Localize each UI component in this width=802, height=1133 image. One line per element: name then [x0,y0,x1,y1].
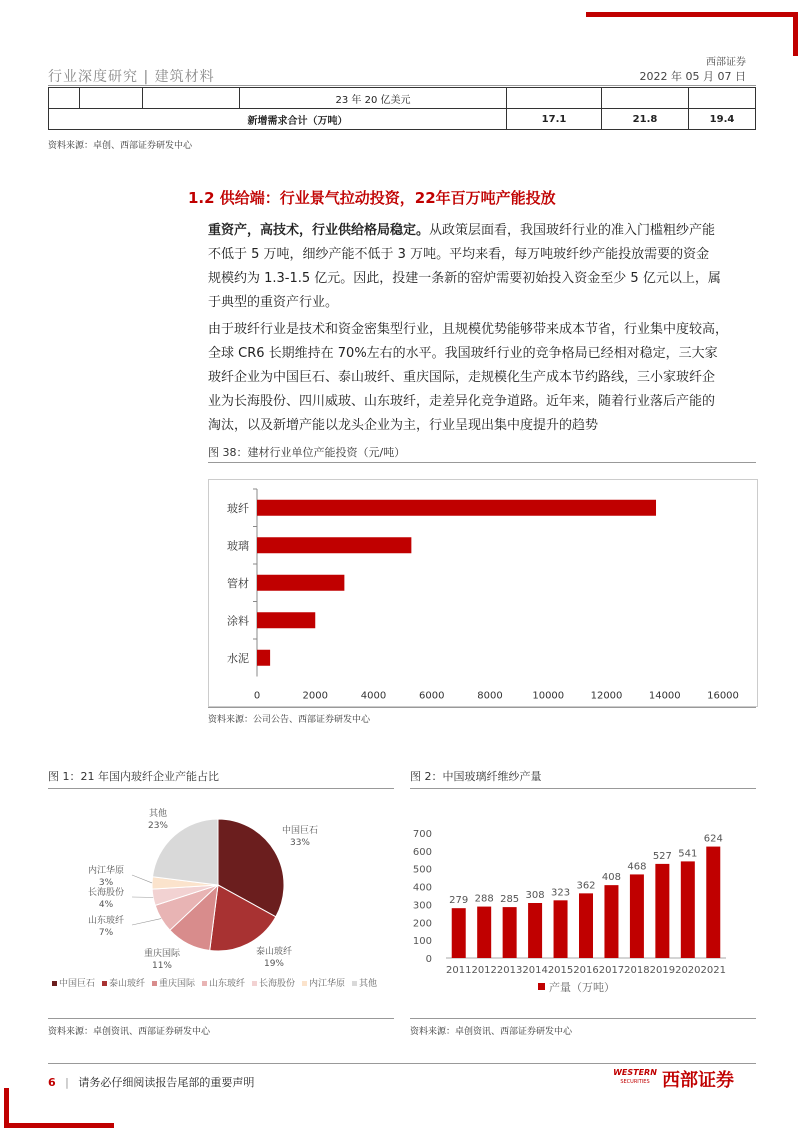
legend-swatch [52,981,57,986]
fig1-divider [48,788,394,789]
x-tick-label: 2014 [522,965,548,976]
legend-label: 中国巨石 [59,979,96,989]
fig2-caption: 图 2：中国玻璃纤维纱产量 [410,770,542,783]
bar-2013 [503,907,517,958]
bar-2015 [554,900,568,958]
slice-value-label: 11% [151,961,173,971]
fig1-source: 资料来源：卓创资讯、西部证券研发中心 [48,1027,211,1037]
legend-swatch [352,981,357,986]
x-tick-label: 16000 [707,690,739,702]
demand-table [48,87,756,130]
bar-管材 [257,575,344,591]
slice-value-label: 33% [289,838,311,848]
x-tick-label: 2017 [598,965,625,976]
footer-disclaimer: 请务必仔细阅读报告尾部的重要声明 [78,1076,255,1089]
bottom-left-red-bar-horizontal [4,1123,114,1128]
bar-玻璃 [257,537,411,553]
fig2-source: 资料来源：卓创资讯、西部证券研发中心 [410,1027,573,1037]
x-tick-label: 2021 [700,965,726,976]
data-label: 408 [601,872,622,884]
bar-2016 [579,893,593,958]
data-label: 285 [500,894,520,906]
y-tick-label: 700 [412,829,432,840]
category-label: 玻璃 [227,539,249,553]
fig38-divider [208,462,756,463]
footer-note: 6 | 请务必仔细阅读报告尾部的重要声明 [48,1076,255,1089]
legend-label: 长海股份 [259,979,296,989]
footer-divider [48,1063,756,1064]
bar-涂料 [257,612,315,628]
leader-line [132,875,152,883]
y-tick-label: 300 [412,900,432,912]
top-red-bar [586,12,796,17]
slice-name-label: 中国巨石 [281,826,319,836]
x-tick-label: 2000 [302,690,328,702]
data-label: 468 [627,861,647,873]
data-label: 279 [449,895,469,907]
bottom-left-red-bar-vertical [4,1088,9,1128]
slice-value-label: 19% [263,959,285,969]
data-label: 308 [525,890,545,901]
fig38-caption: 图 38：建材行业单位产能投资（元/吨） [208,446,406,459]
table-cell: 19.4 [689,109,756,130]
bar-2020 [681,861,695,958]
slice-value-label: 3% [98,878,114,888]
header-date: 2022 年 05 月 07 日 [639,70,746,83]
logo-cn: 西部证券 [662,1070,734,1091]
legend-swatch [252,981,257,986]
x-tick-label: 4000 [360,690,387,702]
paragraph-2: 由于玻纤行业是技术和资金密集型行业，且规模优势能够带来成本节省，行业集中度较高， 全球 CR6 长期维持在 70%左右的水平。我国玻纤行业的竞争格局已经相对稳定，三大家 玻纤企业为中国巨石、泰山玻纤、重庆国际，走规模化生产成本节约路线，三小家玻纤企 业为长海股份、四川威玻、山东玻纤，走差异化竞争道路。近年来，随着行业落后产能的 淘汰，以及新增产能以龙头企业为主，行业呈现出集中度提升的趋势 [208,322,729,433]
slice-name-label: 重庆国际 [143,949,181,959]
slice-value-label: 7% [98,928,114,938]
table-cell: 17.1 [507,109,602,130]
fig38-source: 资料来源：公司公告、西部证券研发中心 [208,715,371,725]
slice-value-label: 4% [98,900,114,910]
data-label: 323 [550,887,571,899]
header-brand: 西部证券 [706,57,746,68]
paragraph-1: 重资产，高技术，行业供给格局稳定。从政策层面看，我国玻纤行业的准入门槛粗纱产能 不低于 5 万吨，细纱产能不低于 3 万吨。平均来看，每万吨玻纤纱产能投放需要的资金 规模约为 1.3-1.5 亿元。因此，投建一条新的窑炉需要初始投入资金至少 5 亿元以上，属 于典型的重资产行业。 [208,223,721,310]
legend-label: 其他 [359,979,378,989]
slice-value-label: 23% [147,821,169,831]
x-tick-label: 8000 [477,690,503,702]
page-number: 6 [48,1076,56,1089]
category-label: 管材 [227,576,249,590]
x-tick-label: 14000 [648,690,681,702]
bar-2012 [477,907,491,958]
slice-name-label: 长海股份 [87,888,125,898]
fig1-bottom-divider [48,1018,394,1019]
legend-swatch [302,981,307,986]
legend-label: 山东玻纤 [209,979,246,989]
bar-2011 [452,908,466,958]
leader-line [132,919,161,925]
data-label: 541 [678,848,698,860]
logo-en: WESTERN [613,1068,657,1077]
x-tick-label: 2012 [471,965,497,976]
fig1-caption: 图 1：21 年国内玻纤企业产能占比 [48,770,219,783]
data-label: 362 [576,880,596,892]
slice-name-label: 其他 [148,809,168,819]
bar-2019 [655,864,669,958]
y-tick-label: 200 [412,918,432,930]
legend-label: 泰山玻纤 [109,979,146,989]
fig2-bar-chart [410,795,756,1000]
y-tick-label: 500 [412,864,432,876]
x-tick-label: 2013 [496,965,523,976]
x-tick-label: 12000 [590,690,623,702]
bar-2018 [630,874,644,958]
slice-name-label: 山东玻纤 [87,916,125,926]
y-tick-label: 0 [425,954,432,965]
table-cell-label: 新增需求合计（万吨） [49,109,507,130]
x-tick-label: 2018 [624,965,650,976]
y-tick-label: 100 [412,936,432,948]
table-row [49,109,756,130]
legend-label: 产量（万吨） [549,981,615,994]
x-tick-label: 6000 [419,690,445,702]
data-label: 527 [652,850,672,862]
data-label: 624 [703,833,723,845]
slice-name-label: 内江华原 [87,866,125,876]
bar-2017 [604,885,618,958]
legend-swatch [538,983,545,990]
legend-swatch [202,981,207,986]
header-divider [48,85,756,86]
x-tick-label: 2015 [547,965,574,976]
fig2-bottom-divider [410,1018,756,1019]
x-tick-label: 2019 [649,965,676,976]
header-title: 行业深度研究 | 建筑材料 [48,69,215,85]
category-label: 涂料 [227,614,249,628]
x-tick-label: 2016 [573,965,599,976]
x-tick-label: 2020 [675,965,701,976]
fig38-bar-chart [208,479,756,707]
category-label: 玻纤 [227,501,249,515]
table-source: 资料来源：卓创、西部证券研发中心 [48,141,193,151]
table-cell: 23 年 20 亿美元 [240,88,507,109]
logo-en2: SECURITIES [620,1079,650,1085]
paragraph-1-lead: 重资产，高技术，行业供给格局稳定。 [208,223,430,238]
y-tick-label: 600 [412,846,432,858]
x-tick-label: 10000 [532,690,565,702]
fig2-divider [410,788,756,789]
section-title: 1.2 供给端：行业景气拉动投资，22年百万吨产能投放 [188,189,556,207]
y-tick-label: 400 [412,882,432,894]
table-cell: 21.8 [602,109,689,130]
bar-2021 [706,847,720,958]
legend-swatch [102,981,107,986]
right-red-bar [793,12,798,56]
bar-2014 [528,903,542,958]
legend-swatch [152,981,157,986]
x-tick-label: 2011 [446,965,472,976]
data-label: 288 [474,893,494,905]
fig38-bottom-divider [208,707,756,708]
fig1-pie-chart [48,795,394,995]
slice-name-label: 泰山玻纤 [255,947,293,957]
legend-label: 内江华原 [309,979,346,989]
category-label: 水泥 [227,651,249,665]
table-row [49,88,756,109]
bar-水泥 [257,650,270,666]
bar-玻纤 [257,500,656,516]
x-tick-label: 0 [253,690,261,702]
legend-label: 重庆国际 [159,979,196,989]
